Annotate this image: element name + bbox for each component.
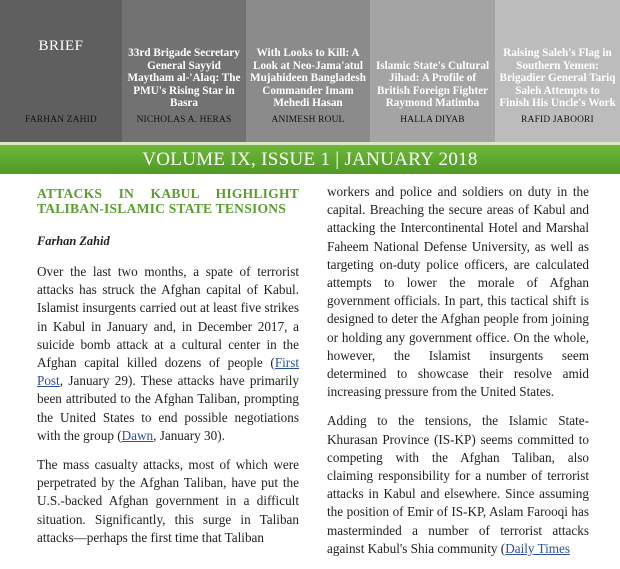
header-col-jaboori[interactable]: [495, 0, 620, 142]
header-col-title: Islamic State's Cultural Jihad: A Profile of British Foreign Fighter Raymond Matimba: [375, 59, 490, 110]
header-col-diyab[interactable]: [370, 0, 495, 142]
article-byline: Farhan Zahid: [37, 233, 110, 248]
header-col-title: 33rd Brigade Secretary General Sayyid Maytham al-'Alaq: The PMU's Rising Star in Basra: [127, 47, 241, 110]
article-column-left: [37, 177, 299, 558]
header-col-author: RAFID JABOORI: [521, 115, 594, 125]
header-col-roul[interactable]: [246, 0, 370, 142]
source-link-daily-times[interactable]: Daily Times: [505, 540, 571, 556]
header-col-author: HALLA DIYAB: [400, 115, 465, 125]
article-paragraph: [327, 412, 589, 558]
paragraph-text: , January 30).: [153, 427, 225, 443]
header-col-brief[interactable]: [0, 0, 122, 142]
header-col-author: ANIMESH ROUL: [271, 115, 345, 125]
paragraph-text: , January 29). These attacks have primarily been attributed to the Afghan Taliban, prompting the United States to end possible negotiations with the group (: [37, 373, 299, 443]
article-column-right: [327, 183, 589, 569]
header-col-title: Raising Saleh's Flag in Southern Yemen: Brigadier General Tariq Saleh Attempts to Finish His Uncle's Work: [499, 47, 616, 110]
header-col-title: With Looks to Kill: A Look at Neo-Jama'atul Mujahideen Bangladesh Commander Imam Mehedi Hasan: [250, 47, 366, 110]
header-col-title: BRIEF: [38, 38, 84, 54]
source-link-dawn[interactable]: Dawn: [121, 427, 154, 443]
article-title: ATTACKS IN KABUL HIGHLIGHT TALIBAN-ISLAMIC STATE TENSIONS: [37, 186, 299, 217]
header-col-heras[interactable]: [122, 0, 246, 142]
article-paragraph: The mass casualty attacks, most of which were perpetrated by the Afghan Taliban, have put the U.S.-backed Afghan government in a difficult situation. Significantly, this surge in Taliban attacks—perhaps the first time that Taliban: [37, 457, 299, 545]
paragraph-text: Adding to the tensions, the Islamic State-Khurasan Province (IS-KP) seems committed to competing with the Afghan Taliban, also claiming responsibility for a number of terrorist attacks in Kabul and elsewhere. Since assuming the position of Emir of IS-KP, Aslam Farooqi has masterminded a number of terrorist attacks against Kabul's Shia community (: [327, 413, 589, 556]
issue-header: [0, 0, 620, 142]
header-col-author: FARHAN ZAHID: [25, 115, 97, 125]
article-paragraph: [37, 263, 299, 445]
paragraph-text: Over the last two months, a spate of terrorist attacks has struck the Afghan capital of Kabul. Islamist insurgents carried out at least five strikes in Kabul in January and, in December 2017, a suicide bomb attack at a cultural center in the Afghan capital killed dozens of people (: [37, 264, 299, 371]
source-link-first-post[interactable]: First Post: [37, 355, 299, 389]
volume-banner: VOLUME IX, ISSUE 1 | JANUARY 2018: [0, 145, 620, 174]
article-paragraph: workers and police and soldiers on duty in the capital. Breaching the secure areas of Kabul and attacking the Intercontinental Hotel and Marshal Faheem National Defense University, as well as targeting on-duty police officers, are calculated attempts to lower the morale of Afghan government officials. In part, this tactical shift is designed to deter the Afghan people from joining or holding any government office. On the whole, however, the Islamist insurgents seem determined to showcase their resolve amid increasing pressure from the United States.: [327, 184, 589, 400]
header-col-author: NICHOLAS A. HERAS: [136, 115, 232, 125]
